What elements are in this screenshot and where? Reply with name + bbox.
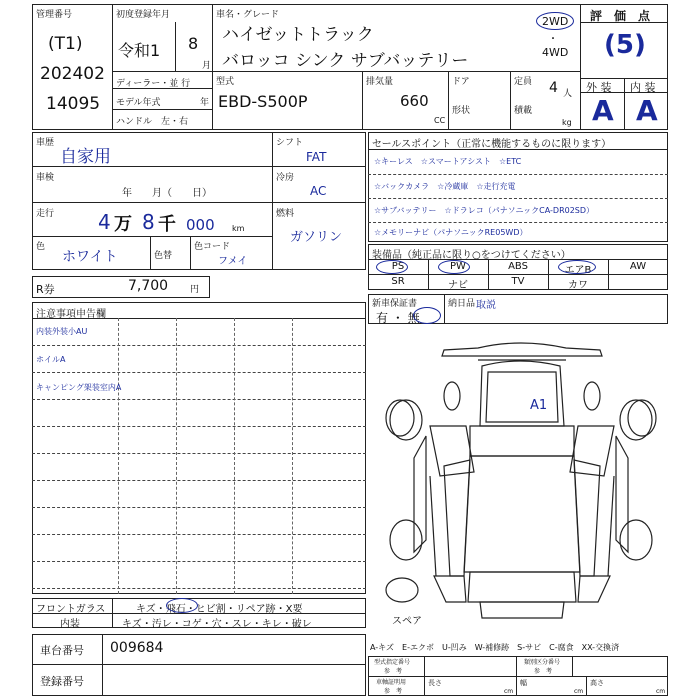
mileage-unit: km — [232, 224, 245, 233]
door-label: ドア — [452, 77, 470, 87]
reg-month: 8 — [188, 34, 199, 53]
shift-label: シフト — [276, 138, 304, 148]
notes-title: 注意事項申告欄 — [36, 309, 106, 320]
shaken-label: 車検 — [36, 173, 55, 183]
notes-rule — [32, 588, 366, 589]
type-designation-label: 型式指定番号 — [374, 659, 411, 666]
selling-line: ☆メモリーナビ（パナソニックRE05WD） — [374, 228, 528, 237]
selling-line: ☆サブバッテリー ☆ドラレコ（パナソニックCA-DR02SD） — [374, 206, 595, 215]
notes-rule — [32, 399, 366, 400]
mgmt-label: 管理番号 — [36, 10, 73, 20]
equip-ps: PS — [391, 261, 405, 272]
colorcode-label: 色コード — [194, 242, 231, 252]
equip-airbag-circle — [558, 260, 596, 274]
eval-value: (5) — [604, 30, 646, 60]
carname-label: 車名・グレード — [216, 10, 280, 20]
equip-aw: AW — [629, 261, 647, 272]
year-unit: 年 — [200, 98, 210, 108]
damage-mark-a1: A1 — [530, 398, 548, 413]
color-label: 色 — [36, 242, 46, 252]
notes-column-rule — [234, 318, 235, 594]
category-number-label: 類別区分番号 — [524, 659, 561, 666]
equipment-title: 装備品（純正品に限り○をつけてください） — [372, 250, 571, 261]
notes-line: キャンピング架装室内A — [36, 383, 122, 392]
front-glass-label: フロントガラス — [36, 604, 106, 615]
height-label: 高さ — [590, 679, 604, 687]
spare-label: スペア — [392, 616, 422, 627]
history-label: 車歴 — [36, 138, 55, 148]
capacity-label: 定員 — [514, 77, 533, 87]
selling-line: ☆バックカメラ ☆冷蔵庫 ☆走行充電 — [374, 182, 516, 191]
width-unit: cm — [574, 688, 584, 695]
delivery-value: 取説 — [476, 300, 496, 311]
first-reg-label: 初度登録年月 — [116, 10, 171, 20]
drive-dot: ・ — [548, 34, 558, 45]
equip-tv: TV — [511, 276, 525, 287]
category-number-ref: 参 考 — [534, 668, 553, 675]
recolor-label: 色替 — [154, 251, 173, 261]
cert-label: 車軸証明用 — [376, 679, 407, 686]
selling-line: ☆キーレス ☆スマートアシスト ☆ETC — [374, 157, 522, 166]
equip-ps-circle — [376, 260, 408, 274]
equip-airbag: エアB — [564, 265, 592, 276]
regno-label: 登録番号 — [40, 675, 84, 688]
equip-leather: カワ — [568, 280, 588, 291]
length-unit: cm — [504, 688, 514, 695]
type-designation-ref: 参 考 — [384, 668, 403, 675]
ac-label: 冷房 — [276, 173, 295, 183]
drive-2wd: 2WD — [542, 15, 569, 28]
mgmt-num2: 14095 — [46, 94, 101, 114]
selling-title: セールスポイント（正常に機能するものに限ります） — [372, 139, 612, 150]
colorcode-value: フメイ — [218, 256, 248, 267]
car-diagram — [370, 326, 668, 632]
equip-sr: SR — [391, 276, 405, 287]
recycle-value: 7,700 — [128, 278, 169, 294]
capacity-value: 4 — [549, 80, 558, 96]
notes-rule — [32, 345, 366, 346]
notes-rule — [32, 480, 366, 481]
mileage-sen: 8 — [142, 210, 155, 234]
warranty-none-circle — [413, 307, 441, 324]
equip-pw: PW — [450, 261, 466, 272]
interior-value: キズ・汚レ・コゲ・穴・スレ・キレ・破レ — [122, 619, 312, 630]
equip-abs: ABS — [508, 261, 528, 272]
notes-line: ホイルA — [36, 355, 66, 364]
disp-unit: CC — [434, 116, 446, 125]
notes-rule — [32, 453, 366, 454]
mileage-label: 走行 — [36, 209, 55, 219]
shape-label: 形状 — [452, 106, 471, 116]
height-unit: cm — [656, 688, 666, 695]
load-unit: kg — [562, 118, 572, 127]
notes-rule — [32, 372, 366, 373]
recycle-frame — [32, 276, 210, 298]
delivery-label: 納日品 — [448, 299, 476, 309]
carname-line1: ハイゼットトラック — [222, 25, 374, 45]
notes-rule — [32, 561, 366, 562]
int-label: 内 装 — [630, 81, 656, 94]
capacity-unit: 人 — [563, 89, 573, 99]
notes-rule — [32, 426, 366, 427]
notes-rule — [32, 534, 366, 535]
dealer-label: ディーラー・並 行 — [116, 79, 191, 89]
disp-value: 660 — [400, 92, 429, 110]
length-label: 長さ — [428, 679, 442, 687]
mileage-rest: 000 — [186, 216, 215, 234]
mileage-sen-unit: 千 — [158, 214, 176, 235]
mgmt-num1: 202402 — [40, 64, 105, 84]
fuel-value: ガソリン — [290, 230, 343, 245]
month-unit: 月 — [202, 61, 212, 71]
notes-column-rule — [292, 318, 293, 594]
chassis-value: 009684 — [110, 640, 164, 656]
eval-label: 評 価 点 — [590, 9, 651, 23]
model-value: EBD-S500P — [218, 92, 308, 111]
chassis-label: 車台番号 — [40, 644, 84, 657]
width-label: 幅 — [520, 679, 527, 687]
equip-navi: ナビ — [448, 280, 468, 291]
ac-value: AC — [310, 184, 327, 198]
drive-4wd: 4WD — [542, 46, 569, 59]
notes-column-rule — [176, 318, 177, 594]
notes-line: 内装外装小AU — [36, 327, 88, 336]
fuel-label: 燃料 — [276, 209, 295, 219]
reg-era: 令和1 — [118, 41, 161, 60]
equip-pw-circle — [438, 260, 470, 274]
ext-value: A — [592, 94, 614, 127]
recycle-unit: 円 — [190, 285, 200, 295]
int-value: A — [636, 94, 658, 127]
warranty-label: 新車保証書 — [372, 299, 418, 309]
front-glass-value: キズ・飛石・ヒビ割・リペア跡・X要 — [136, 604, 303, 615]
mileage-man-unit: 万 — [114, 214, 132, 235]
shaken-value: 年 月（ 日） — [122, 188, 212, 199]
mileage-man: 4 — [98, 210, 111, 234]
stone-chip-circle — [166, 598, 198, 613]
carname-line2: バロッコ シンク サブバッテリー — [222, 51, 469, 71]
model-year-label: モデル年式 — [116, 98, 161, 108]
interior-label: 内装 — [60, 619, 80, 630]
mgmt-code: (T1) — [48, 34, 83, 54]
history-value: 自家用 — [60, 147, 111, 167]
color-value: ホワイト — [62, 249, 118, 265]
load-label: 積載 — [514, 106, 533, 116]
cert-ref: 参 考 — [384, 688, 403, 695]
notes-rule — [32, 507, 366, 508]
warranty-value: 有 ・ 無 — [376, 311, 420, 325]
handle-label: ハンドル 左・右 — [116, 117, 189, 127]
ext-label: 外 装 — [586, 81, 612, 94]
model-label: 型式 — [216, 77, 235, 87]
shift-value: FAT — [306, 150, 327, 164]
notes-column-rule — [118, 318, 119, 594]
damage-legend: A-キズ E-エクボ U-凹み W-補修跡 S-サビ C-腐食 XX-交換済 — [370, 643, 620, 652]
disp-label: 排気量 — [366, 77, 394, 87]
recycle-label: R券 — [36, 283, 55, 296]
